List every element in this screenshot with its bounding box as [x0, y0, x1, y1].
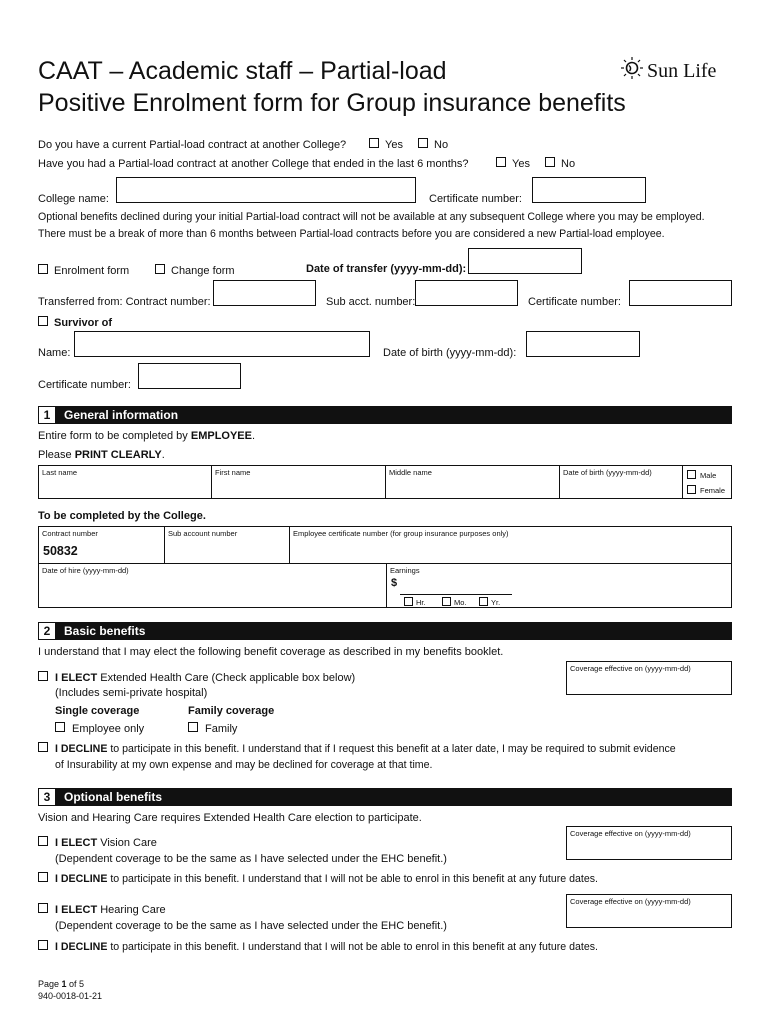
q1-yes-label: Yes [385, 139, 403, 151]
vision-elect-checkbox[interactable] [38, 836, 48, 846]
hearing-coverage-effective-field[interactable] [566, 894, 732, 928]
vision-coverage-effective-field[interactable] [566, 826, 732, 860]
certificate-number-label: Certificate number: [429, 193, 522, 205]
yr-label: Yr. [491, 598, 501, 607]
vision-elect-text: I ELECT Vision Care [55, 837, 157, 849]
college-heading: To be completed by the College. [38, 510, 206, 522]
note-optional-benefits: Optional benefits declined during your initial Partial-load contract will not be available at any subsequent College where you may be employed. [38, 211, 705, 223]
survivor-name-field[interactable] [74, 331, 370, 357]
contract-number-value: 50832 [43, 544, 78, 558]
earnings-field[interactable] [386, 563, 732, 608]
female-label: Female [700, 486, 726, 495]
section-1-line2: Please PRINT CLEARLY. [38, 449, 165, 461]
sun-life-logo-icon [620, 56, 644, 80]
survivor-certificate-label: Certificate number: [38, 379, 131, 391]
survivor-of-checkbox[interactable] [38, 316, 48, 326]
change-form-label: Change form [171, 265, 235, 277]
page-number: Page 1 of 5 [38, 979, 85, 989]
date-of-hire-label: Date of hire (yyyy-mm-dd) [42, 566, 129, 575]
section-1-title: General information [64, 408, 179, 422]
hearing-coverage-effective-label: Coverage effective on (yyyy-mm-dd) [570, 897, 691, 906]
family-checkbox[interactable] [188, 722, 198, 732]
section-2-number: 2 [39, 623, 55, 639]
family-coverage-heading: Family coverage [188, 705, 275, 717]
hr-checkbox[interactable] [404, 597, 413, 606]
dob-field[interactable] [559, 465, 683, 499]
transfer-certificate-number-label: Certificate number: [528, 296, 621, 308]
section-3-intro: Vision and Hearing Care requires Extended Health Care election to participate. [38, 812, 422, 824]
ehc-decline-checkbox[interactable] [38, 742, 48, 752]
ehc-coverage-effective-field[interactable] [566, 661, 732, 695]
enrolment-form-label: Enrolment form [54, 265, 130, 277]
survivor-name-label: Name: [38, 347, 71, 359]
dollar-sign: $ [391, 577, 398, 589]
ehc-includes-text: (Includes semi-private hospital) [55, 687, 208, 699]
date-of-hire-field[interactable] [38, 563, 387, 608]
earnings-label: Earnings [390, 566, 420, 575]
middle-name-field[interactable] [385, 465, 560, 499]
sub-account-number-label: Sub account number [168, 529, 238, 538]
section-1-line1: Entire form to be completed by EMPLOYEE. [38, 430, 256, 442]
last-name-field[interactable] [38, 465, 212, 499]
q1-no-label: No [434, 139, 449, 151]
q1-yes-checkbox[interactable] [369, 138, 379, 148]
form-title-line1: CAAT – Academic staff – Partial-load [38, 57, 447, 85]
vision-decline-checkbox[interactable] [38, 872, 48, 882]
section-2-title: Basic benefits [64, 624, 146, 638]
college-name-label: College name: [38, 193, 109, 205]
middle-name-label: Middle name [389, 468, 432, 477]
gender-cell [682, 465, 732, 499]
vision-coverage-effective-label: Coverage effective on (yyyy-mm-dd) [570, 829, 691, 838]
ehc-elect-checkbox[interactable] [38, 671, 48, 681]
form-title-line2: Positive Enrolment form for Group insurance benefits [38, 89, 626, 117]
hr-label: Hr. [416, 598, 426, 607]
q2-no-label: No [561, 158, 576, 170]
q2-yes-label: Yes [512, 158, 530, 170]
transferred-from-label: Transferred from: Contract number: [38, 296, 211, 308]
transfer-contract-number-field[interactable] [213, 280, 316, 306]
ehc-decline-text-2: of Insurability at my own expense and may be declined for coverage at that time. [55, 759, 433, 771]
dob-label: Date of birth (yyyy-mm-dd) [563, 468, 652, 477]
certificate-number-field[interactable] [532, 177, 646, 203]
contract-number-label: Contract number [42, 529, 98, 538]
section-3-number: 3 [39, 789, 55, 805]
q2-no-checkbox[interactable] [545, 157, 555, 167]
employee-certificate-label: Employee certificate number (for group insurance purposes only) [293, 529, 509, 538]
first-name-field[interactable] [211, 465, 386, 499]
hearing-decline-checkbox[interactable] [38, 940, 48, 950]
note-break: There must be a break of more than 6 months between Partial-load contracts before you are considered a new Partial-load employee. [38, 228, 665, 240]
employee-certificate-field[interactable] [289, 526, 732, 564]
sun-life-logo-text: Sun Life [647, 60, 717, 82]
section-1-number: 1 [39, 407, 55, 423]
section-3-header [38, 788, 732, 806]
hearing-elect-checkbox[interactable] [38, 903, 48, 913]
employee-only-label: Employee only [72, 723, 145, 735]
q2-text: Have you had a Partial-load contract at another College that ended in the last 6 months? [38, 158, 469, 170]
date-of-transfer-label: Date of transfer (yyyy-mm-dd): [306, 263, 467, 275]
q1-no-checkbox[interactable] [418, 138, 428, 148]
change-form-checkbox[interactable] [155, 264, 165, 274]
form-code: 940-0018-01-21 [38, 991, 103, 1001]
section-2-header [38, 622, 732, 640]
ehc-coverage-effective-label: Coverage effective on (yyyy-mm-dd) [570, 664, 691, 673]
hearing-elect-text: I ELECT Hearing Care [55, 904, 166, 916]
mo-label: Mo. [454, 598, 467, 607]
yr-checkbox[interactable] [479, 597, 488, 606]
ehc-elect-text: I ELECT Extended Health Care (Check applicable box below) [55, 672, 356, 684]
transfer-certificate-number-field[interactable] [629, 280, 732, 306]
female-checkbox[interactable] [687, 485, 696, 494]
male-checkbox[interactable] [687, 470, 696, 479]
section-2-intro: I understand that I may elect the following benefit coverage as described in my benefits booklet. [38, 646, 504, 658]
ehc-decline-text: I DECLINE to participate in this benefit. I understand that if I request this benefit at a later date, I may be required to submit evidence [55, 743, 676, 755]
section-3-title: Optional benefits [64, 790, 163, 804]
survivor-of-label: Survivor of [54, 317, 113, 329]
survivor-certificate-field[interactable] [138, 363, 241, 389]
single-coverage-heading: Single coverage [55, 705, 140, 717]
survivor-dob-field[interactable] [526, 331, 640, 357]
q1-text: Do you have a current Partial-load contract at another College? [38, 139, 347, 151]
date-of-transfer-field[interactable] [468, 248, 582, 274]
section-1-header [38, 406, 732, 424]
sub-acct-number-field[interactable] [415, 280, 518, 306]
last-name-label: Last name [42, 468, 78, 477]
family-label: Family [205, 723, 238, 735]
college-name-field[interactable] [116, 177, 416, 203]
q2-yes-checkbox[interactable] [496, 157, 506, 167]
employee-only-checkbox[interactable] [55, 722, 65, 732]
enrolment-form-checkbox[interactable] [38, 264, 48, 274]
mo-checkbox[interactable] [442, 597, 451, 606]
earnings-underline [400, 594, 512, 595]
male-label: Male [700, 471, 717, 480]
vision-dependent-note: (Dependent coverage to be the same as I have selected under the EHC benefit.) [55, 853, 447, 865]
first-name-label: First name [215, 468, 251, 477]
sub-account-number-field[interactable] [164, 526, 290, 564]
vision-decline-text: I DECLINE to participate in this benefit. I understand that I will not be able to enrol in this benefit at any future dates. [55, 873, 598, 885]
hearing-decline-text: I DECLINE to participate in this benefit. I understand that I will not be able to enrol in this benefit at any future dates. [55, 941, 598, 953]
sub-acct-number-label: Sub acct. number: [326, 296, 416, 308]
survivor-dob-label: Date of birth (yyyy-mm-dd): [383, 347, 517, 359]
contract-number-field [38, 526, 165, 564]
hearing-dependent-note: (Dependent coverage to be the same as I have selected under the EHC benefit.) [55, 920, 447, 932]
